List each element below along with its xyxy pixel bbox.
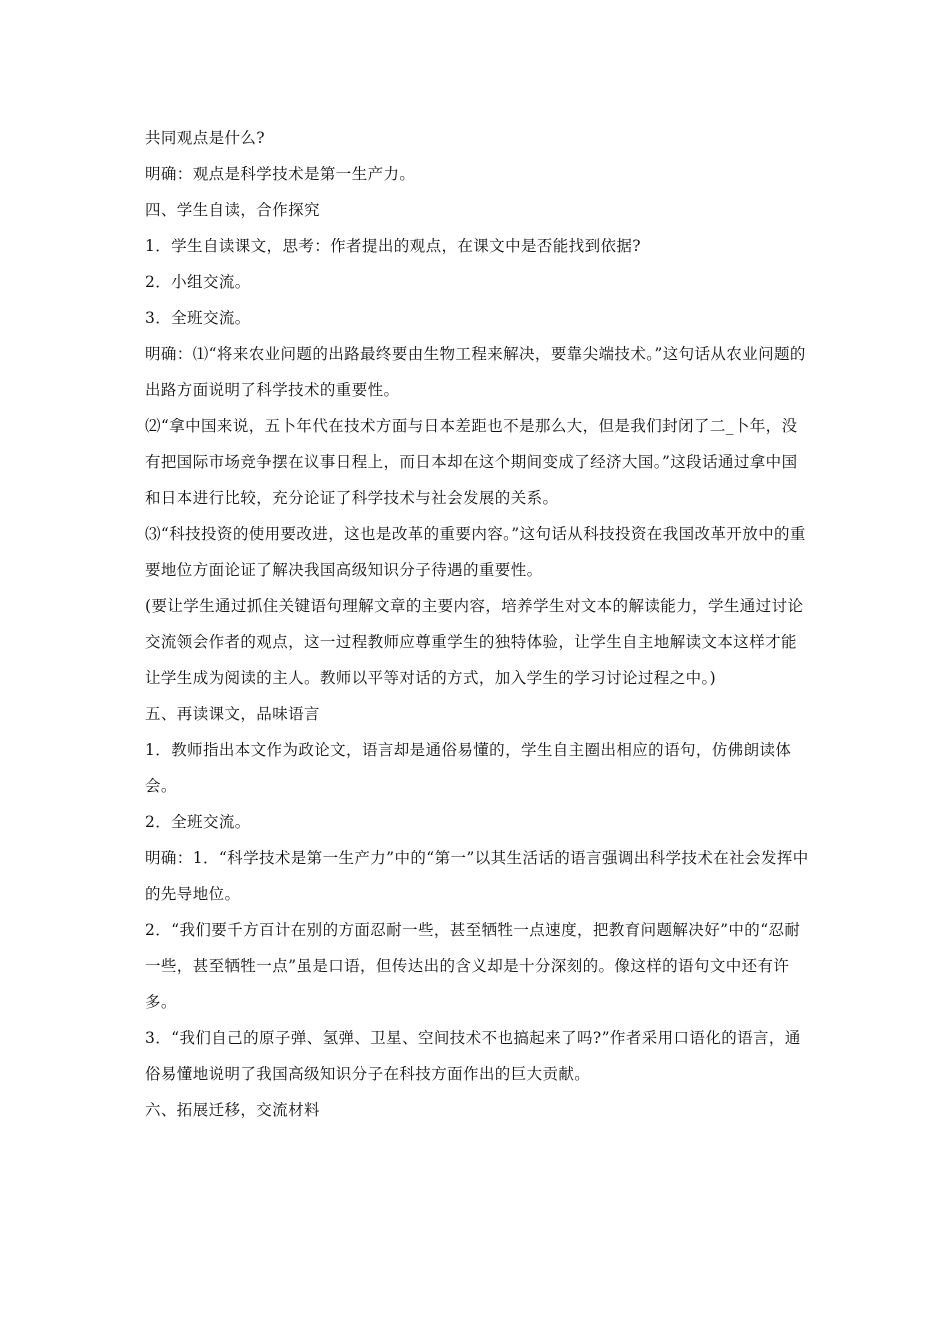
list-item: 2．全班交流。 [145,813,251,831]
section-heading-6: 六、拓展迁移，交流材料 [145,1101,320,1119]
paragraph-clarify-1: 明确：⑴“将来农业问题的出路最终要由生物工程来解决，要靠尖端技术。”这句话从农业问题的出路方面说明了科学技术的重要性。 [145,345,806,399]
paragraph-answer: 明确：观点是科学技术是第一生产力。 [145,165,416,183]
paragraph-question: 共同观点是什么? [145,129,266,147]
document-body [145,120,810,1128]
list-item: 1．教师指出本文作为政论文，语言却是通俗易懂的，学生自主圈出相应的语句，仿佛朗读体会。 [145,741,792,795]
paragraph-clarify-language-2: 2．“我们要千方百计在别的方面忍耐一些，甚至牺牲一点速度，把教育问题解决好”中的“忍耐一些，甚至牺牲一点”虽是口语，但传达出的含义却是十分深刻的。像这样的语句文中还有许多。 [145,921,801,1011]
paragraph-clarify-3: ⑶“科技投资的使用要改进，这也是改革的重要内容。”这句话从科技投资在我国改革开放中的重要地位方面论证了解决我国高级知识分子待遇的重要性。 [145,525,806,579]
paragraph-clarify-language-1: 明确：1．“科学技术是第一生产力”中的“第一”以其生活话的语言强调出科学技术在社会发挥中的先导地位。 [145,849,809,903]
paragraph-clarify-language-3: 3．“我们自己的原子弹、氢弹、卫星、空间技术不也搞起来了吗?”作者采用口语化的语言，通俗易懂地说明了我国高级知识分子在科技方面作出的巨大贡献。 [145,1029,801,1083]
section-heading-5: 五、再读课文，品味语言 [145,705,320,723]
paragraph-teaching-note: (要让学生通过抓住关键语句理解文章的主要内容，培养学生对文本的解读能力，学生通过讨论交流领会作者的观点，这一过程教师应尊重学生的独特体验，让学生自主地解读文本这样才能让学生成为阅读的主人。教师以平等对话的方式，加入学生的学习讨论过程之中。) [145,597,804,687]
list-item: 1．学生自读课文，思考：作者提出的观点，在课文中是否能找到依据? [145,237,641,255]
list-item: 2．小组交流。 [145,273,251,291]
paragraph-clarify-2: ⑵“拿中国来说，五卜年代在技术方面与日本差距也不是那么大，但是我们封闭了二_卜年，没有把国际市场竞争摆在议事日程上，而日本却在这个期间变成了经济大国。”这段话通过拿中国和日本进行比较，充分论证了科学技术与社会发展的关系。 [145,417,798,507]
section-heading-4: 四、学生自读，合作探究 [145,201,320,219]
list-item: 3．全班交流。 [145,309,251,327]
